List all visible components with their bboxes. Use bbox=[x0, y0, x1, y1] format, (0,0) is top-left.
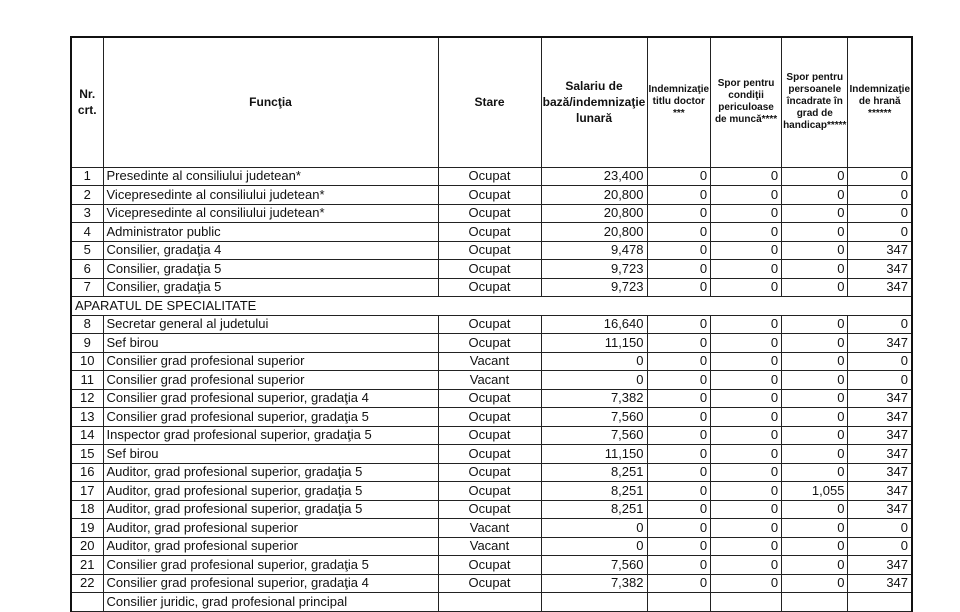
food-allowance-cell: 347 bbox=[848, 500, 912, 519]
row-number: 1 bbox=[71, 167, 103, 186]
header-hrana: Indemnizaţie de hrană ****** bbox=[848, 37, 912, 167]
row-number: 13 bbox=[71, 408, 103, 427]
row-number: 16 bbox=[71, 463, 103, 482]
function-cell: Consilier juridic, grad profesional principal bbox=[103, 593, 438, 612]
disability-bonus-cell: 0 bbox=[782, 315, 848, 334]
function-cell: Sef birou bbox=[103, 334, 438, 353]
table-body bbox=[71, 167, 912, 611]
doctor-allowance-cell bbox=[647, 593, 711, 612]
row-number: 15 bbox=[71, 445, 103, 464]
row-number: 19 bbox=[71, 519, 103, 538]
doctor-allowance-cell: 0 bbox=[647, 389, 711, 408]
doctor-allowance-cell: 0 bbox=[647, 371, 711, 390]
doctor-allowance-cell: 0 bbox=[647, 556, 711, 575]
function-cell: Consilier grad profesional superior bbox=[103, 371, 438, 390]
table-row bbox=[71, 537, 912, 556]
disability-bonus-cell: 0 bbox=[782, 167, 848, 186]
table-row bbox=[71, 334, 912, 353]
salary-table bbox=[70, 36, 913, 612]
salary-cell: 0 bbox=[541, 371, 647, 390]
table-row bbox=[71, 315, 912, 334]
row-number: 22 bbox=[71, 574, 103, 593]
food-allowance-cell: 347 bbox=[848, 574, 912, 593]
table-row bbox=[71, 574, 912, 593]
disability-bonus-cell: 1,055 bbox=[782, 482, 848, 501]
function-cell: Consilier grad profesional superior, gradaţia 4 bbox=[103, 574, 438, 593]
hazard-bonus-cell: 0 bbox=[711, 482, 782, 501]
status-cell: Ocupat bbox=[438, 315, 541, 334]
status-cell: Ocupat bbox=[438, 223, 541, 242]
doctor-allowance-cell: 0 bbox=[647, 334, 711, 353]
table-row bbox=[71, 500, 912, 519]
hazard-bonus-cell: 0 bbox=[711, 408, 782, 427]
table-row bbox=[71, 593, 912, 612]
row-number: 20 bbox=[71, 537, 103, 556]
hazard-bonus-cell: 0 bbox=[711, 278, 782, 297]
food-allowance-cell: 347 bbox=[848, 426, 912, 445]
disability-bonus-cell: 0 bbox=[782, 556, 848, 575]
hazard-bonus-cell: 0 bbox=[711, 334, 782, 353]
food-allowance-cell: 347 bbox=[848, 334, 912, 353]
status-cell: Ocupat bbox=[438, 500, 541, 519]
salary-cell: 0 bbox=[541, 519, 647, 538]
function-cell: Presedinte al consiliului judetean* bbox=[103, 167, 438, 186]
function-cell: Sef birou bbox=[103, 445, 438, 464]
salary-cell: 20,800 bbox=[541, 223, 647, 242]
hazard-bonus-cell: 0 bbox=[711, 260, 782, 279]
food-allowance-cell: 0 bbox=[848, 204, 912, 223]
status-cell: Vacant bbox=[438, 519, 541, 538]
food-allowance-cell: 0 bbox=[848, 315, 912, 334]
function-cell: Consilier, gradaţia 4 bbox=[103, 241, 438, 260]
food-allowance-cell: 347 bbox=[848, 241, 912, 260]
food-allowance-cell: 347 bbox=[848, 408, 912, 427]
salary-cell: 0 bbox=[541, 537, 647, 556]
row-number: 7 bbox=[71, 278, 103, 297]
salary-cell: 20,800 bbox=[541, 186, 647, 205]
function-cell: Auditor, grad profesional superior, gradaţia 5 bbox=[103, 482, 438, 501]
doctor-allowance-cell: 0 bbox=[647, 167, 711, 186]
function-cell: Consilier grad profesional superior, gradaţia 5 bbox=[103, 556, 438, 575]
status-cell: Ocupat bbox=[438, 186, 541, 205]
hazard-bonus-cell: 0 bbox=[711, 426, 782, 445]
hazard-bonus-cell: 0 bbox=[711, 519, 782, 538]
hazard-bonus-cell: 0 bbox=[711, 445, 782, 464]
doctor-allowance-cell: 0 bbox=[647, 482, 711, 501]
function-cell: Consilier grad profesional superior bbox=[103, 352, 438, 371]
status-cell: Ocupat bbox=[438, 278, 541, 297]
row-number: 10 bbox=[71, 352, 103, 371]
salary-cell: 7,560 bbox=[541, 408, 647, 427]
section-label: APARATUL DE SPECIALITATE bbox=[71, 297, 912, 316]
doctor-allowance-cell: 0 bbox=[647, 463, 711, 482]
disability-bonus-cell: 0 bbox=[782, 352, 848, 371]
table-row bbox=[71, 186, 912, 205]
table-row bbox=[71, 463, 912, 482]
disability-bonus-cell: 0 bbox=[782, 500, 848, 519]
disability-bonus-cell: 0 bbox=[782, 371, 848, 390]
salary-cell: 11,150 bbox=[541, 445, 647, 464]
row-number: 9 bbox=[71, 334, 103, 353]
disability-bonus-cell: 0 bbox=[782, 537, 848, 556]
header-spor-conditii: Spor pentru condiţii periculoase de muncă**** bbox=[711, 37, 782, 167]
table-row bbox=[71, 389, 912, 408]
row-number: 3 bbox=[71, 204, 103, 223]
doctor-allowance-cell: 0 bbox=[647, 500, 711, 519]
food-allowance-cell: 347 bbox=[848, 556, 912, 575]
row-number: 17 bbox=[71, 482, 103, 501]
status-cell: Ocupat bbox=[438, 426, 541, 445]
section-row bbox=[71, 297, 912, 316]
disability-bonus-cell: 0 bbox=[782, 389, 848, 408]
status-cell: Ocupat bbox=[438, 574, 541, 593]
salary-cell: 20,800 bbox=[541, 204, 647, 223]
header-functia: Funcţia bbox=[103, 37, 438, 167]
hazard-bonus-cell: 0 bbox=[711, 352, 782, 371]
disability-bonus-cell: 0 bbox=[782, 408, 848, 427]
salary-cell: 7,382 bbox=[541, 574, 647, 593]
function-cell: Inspector grad profesional superior, gradaţia 5 bbox=[103, 426, 438, 445]
hazard-bonus-cell: 0 bbox=[711, 186, 782, 205]
hazard-bonus-cell: 0 bbox=[711, 204, 782, 223]
header-nr: Nr. crt. bbox=[71, 37, 103, 167]
row-number: 4 bbox=[71, 223, 103, 242]
hazard-bonus-cell: 0 bbox=[711, 574, 782, 593]
function-cell: Auditor, grad profesional superior bbox=[103, 519, 438, 538]
disability-bonus-cell: 0 bbox=[782, 334, 848, 353]
doctor-allowance-cell: 0 bbox=[647, 241, 711, 260]
table-row bbox=[71, 482, 912, 501]
table-row bbox=[71, 556, 912, 575]
salary-cell: 8,251 bbox=[541, 463, 647, 482]
hazard-bonus-cell: 0 bbox=[711, 223, 782, 242]
food-allowance-cell: 0 bbox=[848, 371, 912, 390]
status-cell: Vacant bbox=[438, 371, 541, 390]
function-cell: Vicepresedinte al consiliului judetean* bbox=[103, 204, 438, 223]
table-row bbox=[71, 223, 912, 242]
table-row bbox=[71, 519, 912, 538]
salary-cell: 8,251 bbox=[541, 500, 647, 519]
table-row bbox=[71, 352, 912, 371]
doctor-allowance-cell: 0 bbox=[647, 278, 711, 297]
disability-bonus-cell: 0 bbox=[782, 204, 848, 223]
hazard-bonus-cell: 0 bbox=[711, 241, 782, 260]
doctor-allowance-cell: 0 bbox=[647, 260, 711, 279]
row-number: 2 bbox=[71, 186, 103, 205]
row-number: 18 bbox=[71, 500, 103, 519]
row-number: 6 bbox=[71, 260, 103, 279]
row-number: 21 bbox=[71, 556, 103, 575]
doctor-allowance-cell: 0 bbox=[647, 426, 711, 445]
doctor-allowance-cell: 0 bbox=[647, 445, 711, 464]
table-row bbox=[71, 371, 912, 390]
food-allowance-cell bbox=[848, 593, 912, 612]
status-cell: Vacant bbox=[438, 352, 541, 371]
food-allowance-cell: 0 bbox=[848, 537, 912, 556]
doctor-allowance-cell: 0 bbox=[647, 223, 711, 242]
disability-bonus-cell: 0 bbox=[782, 186, 848, 205]
row-number: 5 bbox=[71, 241, 103, 260]
status-cell: Ocupat bbox=[438, 482, 541, 501]
function-cell: Consilier, gradaţia 5 bbox=[103, 278, 438, 297]
status-cell: Ocupat bbox=[438, 204, 541, 223]
food-allowance-cell: 0 bbox=[848, 223, 912, 242]
food-allowance-cell: 347 bbox=[848, 278, 912, 297]
table-row bbox=[71, 204, 912, 223]
table-row bbox=[71, 426, 912, 445]
function-cell: Auditor, grad profesional superior bbox=[103, 537, 438, 556]
function-cell: Consilier, gradaţia 5 bbox=[103, 260, 438, 279]
food-allowance-cell: 0 bbox=[848, 186, 912, 205]
food-allowance-cell: 347 bbox=[848, 482, 912, 501]
header-salariu: Salariu de bază/indemnizaţie lunară bbox=[541, 37, 647, 167]
function-cell: Consilier grad profesional superior, gradaţia 4 bbox=[103, 389, 438, 408]
disability-bonus-cell: 0 bbox=[782, 241, 848, 260]
status-cell: Vacant bbox=[438, 537, 541, 556]
hazard-bonus-cell bbox=[711, 593, 782, 612]
row-number bbox=[71, 593, 103, 612]
salary-cell: 0 bbox=[541, 352, 647, 371]
hazard-bonus-cell: 0 bbox=[711, 537, 782, 556]
doctor-allowance-cell: 0 bbox=[647, 204, 711, 223]
row-number: 14 bbox=[71, 426, 103, 445]
doctor-allowance-cell: 0 bbox=[647, 352, 711, 371]
doctor-allowance-cell: 0 bbox=[647, 315, 711, 334]
salary-cell: 16,640 bbox=[541, 315, 647, 334]
doctor-allowance-cell: 0 bbox=[647, 574, 711, 593]
food-allowance-cell: 0 bbox=[848, 167, 912, 186]
status-cell bbox=[438, 593, 541, 612]
status-cell: Ocupat bbox=[438, 556, 541, 575]
food-allowance-cell: 0 bbox=[848, 352, 912, 371]
hazard-bonus-cell: 0 bbox=[711, 371, 782, 390]
salary-cell: 9,723 bbox=[541, 278, 647, 297]
doctor-allowance-cell: 0 bbox=[647, 519, 711, 538]
table-row bbox=[71, 278, 912, 297]
food-allowance-cell: 347 bbox=[848, 260, 912, 279]
disability-bonus-cell: 0 bbox=[782, 574, 848, 593]
header-doctor: Indemnizaţie titlu doctor *** bbox=[647, 37, 711, 167]
table-row bbox=[71, 445, 912, 464]
status-cell: Ocupat bbox=[438, 408, 541, 427]
status-cell: Ocupat bbox=[438, 463, 541, 482]
status-cell: Ocupat bbox=[438, 260, 541, 279]
doctor-allowance-cell: 0 bbox=[647, 537, 711, 556]
header-spor-handicap: Spor pentru persoanele încadrate în grad de handicap***** bbox=[782, 37, 848, 167]
food-allowance-cell: 347 bbox=[848, 445, 912, 464]
table-header bbox=[71, 37, 912, 167]
disability-bonus-cell: 0 bbox=[782, 223, 848, 242]
table-row bbox=[71, 241, 912, 260]
function-cell: Consilier grad profesional superior, gradaţia 5 bbox=[103, 408, 438, 427]
hazard-bonus-cell: 0 bbox=[711, 315, 782, 334]
disability-bonus-cell: 0 bbox=[782, 445, 848, 464]
salary-cell bbox=[541, 593, 647, 612]
salary-cell: 7,382 bbox=[541, 389, 647, 408]
function-cell: Vicepresedinte al consiliului judetean* bbox=[103, 186, 438, 205]
disability-bonus-cell: 0 bbox=[782, 463, 848, 482]
status-cell: Ocupat bbox=[438, 167, 541, 186]
doctor-allowance-cell: 0 bbox=[647, 186, 711, 205]
disability-bonus-cell bbox=[782, 593, 848, 612]
table-row bbox=[71, 167, 912, 186]
status-cell: Ocupat bbox=[438, 334, 541, 353]
row-number: 11 bbox=[71, 371, 103, 390]
function-cell: Auditor, grad profesional superior, gradaţia 5 bbox=[103, 463, 438, 482]
salary-cell: 7,560 bbox=[541, 426, 647, 445]
status-cell: Ocupat bbox=[438, 445, 541, 464]
salary-cell: 9,478 bbox=[541, 241, 647, 260]
row-number: 8 bbox=[71, 315, 103, 334]
status-cell: Ocupat bbox=[438, 241, 541, 260]
function-cell: Auditor, grad profesional superior, gradaţia 5 bbox=[103, 500, 438, 519]
function-cell: Secretar general al judetului bbox=[103, 315, 438, 334]
food-allowance-cell: 0 bbox=[848, 519, 912, 538]
salary-cell: 8,251 bbox=[541, 482, 647, 501]
disability-bonus-cell: 0 bbox=[782, 426, 848, 445]
table-row bbox=[71, 260, 912, 279]
disability-bonus-cell: 0 bbox=[782, 519, 848, 538]
function-cell: Administrator public bbox=[103, 223, 438, 242]
hazard-bonus-cell: 0 bbox=[711, 556, 782, 575]
row-number: 12 bbox=[71, 389, 103, 408]
food-allowance-cell: 347 bbox=[848, 389, 912, 408]
hazard-bonus-cell: 0 bbox=[711, 389, 782, 408]
salary-cell: 23,400 bbox=[541, 167, 647, 186]
food-allowance-cell: 347 bbox=[848, 463, 912, 482]
salary-cell: 11,150 bbox=[541, 334, 647, 353]
table-row bbox=[71, 408, 912, 427]
doctor-allowance-cell: 0 bbox=[647, 408, 711, 427]
hazard-bonus-cell: 0 bbox=[711, 500, 782, 519]
disability-bonus-cell: 0 bbox=[782, 278, 848, 297]
hazard-bonus-cell: 0 bbox=[711, 167, 782, 186]
header-stare: Stare bbox=[438, 37, 541, 167]
disability-bonus-cell: 0 bbox=[782, 260, 848, 279]
salary-cell: 9,723 bbox=[541, 260, 647, 279]
hazard-bonus-cell: 0 bbox=[711, 463, 782, 482]
salary-cell: 7,560 bbox=[541, 556, 647, 575]
status-cell: Ocupat bbox=[438, 389, 541, 408]
